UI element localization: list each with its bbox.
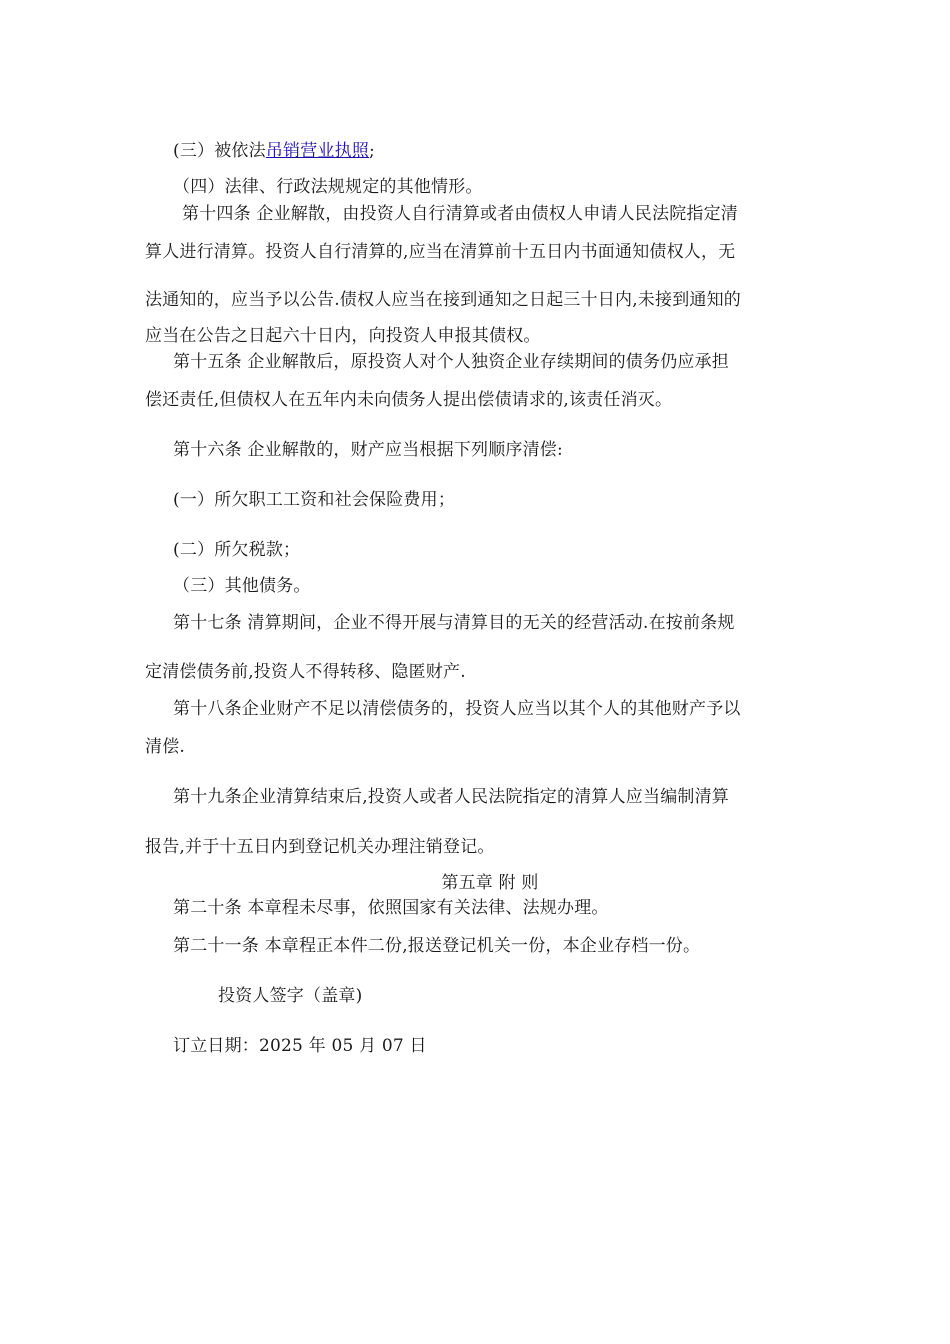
article-16-item-1: (一）所欠职工工资和社会保险费用； xyxy=(173,490,456,510)
article-15-line-2: 偿还责任,但债权人在五年内未向债务人提出偿债请求的,该责任消灭。 xyxy=(145,390,673,410)
investor-signature-label: 投资人签字（盖章) xyxy=(218,986,363,1006)
article-17-line-1: 第十七条 清算期间，企业不得开展与清算目的无关的经营活动.在按前条规 xyxy=(173,613,735,633)
article-19-line-1: 第十九条企业清算结束后,投资人或者人民法院指定的清算人应当编制清算 xyxy=(173,787,730,807)
article-17-line-2: 定清偿债务前,投资人不得转移、隐匿财产. xyxy=(145,662,466,682)
article-14-line-2: 算人进行清算。投资人自行清算的,应当在清算前十五日内书面通知债权人，无 xyxy=(145,242,736,262)
revoke-business-license-link[interactable]: 吊销营业执照 xyxy=(265,141,370,161)
clause-three-prefix: (三）被依法 xyxy=(173,141,266,161)
article-19-line-2: 报告,并于十五日内到登记机关办理注销登记。 xyxy=(145,837,495,857)
article-21: 第二十一条 本章程正本件二份,报送登记机关一份，本企业存档一份。 xyxy=(173,936,701,956)
article-20: 第二十条 本章程未尽事，依照国家有关法律、法规办理。 xyxy=(173,898,609,918)
chapter-5-title: 第五章 附 则 xyxy=(441,873,539,893)
signing-date: 订立日期：2025 年 05 月 07 日 xyxy=(173,1036,427,1056)
clause-three-suffix: ; xyxy=(369,141,375,161)
article-16-item-3: （三）其他债务。 xyxy=(173,576,311,596)
article-14-line-1: 第十四条 企业解散，由投资人自行清算或者由债权人申请人民法院指定清 xyxy=(182,204,739,224)
article-14-line-3: 法通知的，应当予以公告.债权人应当在接到通知之日起三十日内,未接到通知的 xyxy=(145,290,742,310)
article-16: 第十六条 企业解散的，财产应当根据下列顺序清偿: xyxy=(173,440,563,460)
article-16-item-2: (二）所欠税款； xyxy=(173,540,301,560)
article-18-line-2: 清偿. xyxy=(145,737,186,757)
article-15-line-1: 第十五条 企业解散后，原投资人对个人独资企业存续期间的债务仍应承担 xyxy=(173,352,730,372)
clause-three xyxy=(173,140,375,162)
article-18-line-1: 第十八条企业财产不足以清偿债务的，投资人应当以其个人的其他财产予以 xyxy=(173,699,741,719)
article-14-line-4: 应当在公告之日起六十日内，向投资人申报其债权。 xyxy=(145,326,541,346)
clause-four: （四）法律、行政法规规定的其他情形。 xyxy=(173,177,483,197)
